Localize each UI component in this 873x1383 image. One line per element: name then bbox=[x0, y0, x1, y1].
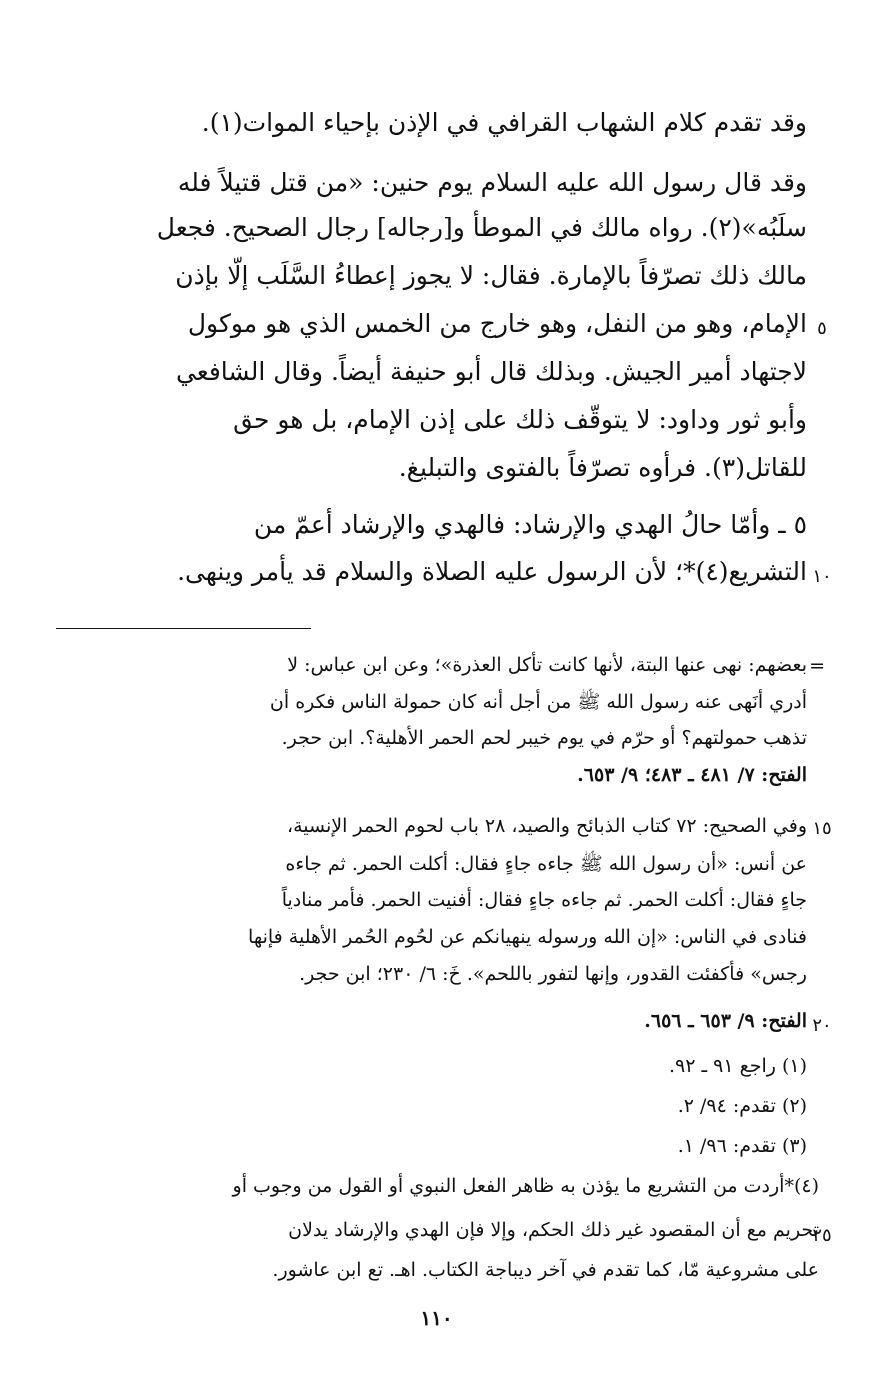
footnote-line-5: وفي الصحيح: ٧٢ كتاب الذبائح والصيد، ٢٨ باب لحوم الحمر الإنسية، bbox=[286, 815, 807, 837]
main-line-9: ٥ ـ وأمّا حالُ الهدي والإرشاد: فالهدي والإرشاد أعمّ من bbox=[253, 510, 807, 539]
footnote-line-1: بعضهم: نهى عنها البتة، لأنها كانت تأكل العذرة»؛ وعن ابن عباس: لا bbox=[287, 654, 807, 676]
main-line-10: التشريع(٤)*؛ لأن الرسول عليه الصلاة والسلام قد يأمر وينهى. bbox=[177, 557, 807, 586]
main-line-3: سلَبُه»(٢). رواه مالك في الموطأ و[رجاله] رجال الصحيح. فجعل bbox=[156, 213, 807, 242]
page-number: ١١٠ bbox=[420, 1306, 453, 1330]
main-line-6: لاجتهاد أمير الجيش. وبذلك قال أبو حنيفة أيضاً. وقال الشافعي bbox=[175, 357, 807, 386]
main-line-4: مالك ذلك تصرّفاً بالإمارة. فقال: لا يجوز إعطاءُ السَّلَب إلّا بإذن bbox=[175, 261, 807, 290]
line-number-15: ١٥ bbox=[812, 818, 832, 839]
footnote-line-7: جاءٍ فقال: أكلت الحمر. ثم جاءه جاءٍ فقال: أفنيت الحمر. فأمر منادياً bbox=[281, 889, 807, 911]
main-line-8: للقاتل(٣). فرأوه تصرّفاً بالفتوى والتبليغ. bbox=[398, 453, 807, 482]
footnote-line-3: تذهب حمولتهم؟ أو حرّم في يوم خيبر لحم الحمر الأهلية؟. ابن حجر. bbox=[281, 727, 807, 749]
footnote-line-10: الفتح: ٩/ ٦٥٣ ـ ٦٥٦. bbox=[644, 1010, 807, 1032]
footnote-separator bbox=[56, 628, 311, 629]
footnote-line-2: أدري أنَهى عنه رسول الله ﷺ من أجل أنه كان حمولة الناس فكره أن bbox=[269, 691, 807, 713]
footnote-3: (٣) تقدم: ٩٦/ ١. bbox=[677, 1135, 807, 1157]
line-number-10: ١٠ bbox=[812, 566, 832, 587]
line-number-5: ٥ bbox=[817, 318, 827, 339]
footnote-line-9: رجس» فأكفئت القدور، وإنها لتفور باللحم». خَ: ٦/ ٢٣٠؛ ابن حجر. bbox=[299, 963, 807, 985]
continuation-mark: = bbox=[809, 655, 825, 677]
footnote-4: (٤)*أردت من التشريع ما يؤذن به ظاهر الفعل النبوي أو القول من وجوب أو bbox=[232, 1175, 819, 1197]
line-number-25: ٢٥ bbox=[812, 1225, 832, 1246]
footnote-4-line-3: على مشروعية مّا، كما تقدم في آخر ديباجة الكتاب. اهـ. تع ابن عاشور. bbox=[272, 1259, 819, 1281]
line-number-20: ٢٠ bbox=[812, 1015, 832, 1036]
main-line-1: وقد تقدم كلام الشهاب القرافي في الإذن بإحياء الموات(١). bbox=[201, 108, 807, 137]
main-line-7: وأبو ثور وداود: لا يتوقّف ذلك على إذن الإمام، بل هو حق bbox=[233, 405, 807, 434]
footnote-line-8: فنادى في الناس: «إن الله ورسوله ينهيانكم عن لحُوم الحُمر الأهلية فإنها bbox=[248, 926, 807, 948]
footnote-line-6: عن أنس: «أن رسول الله ﷺ جاءه جاءٍ فقال: أكلت الحمر. ثم جاءه bbox=[285, 853, 807, 875]
main-line-5: الإمام، وهو من النفل، وهو خارج من الخمس الذي هو موكول bbox=[187, 309, 807, 338]
footnote-1: (١) راجع ٩١ ـ ٩٢. bbox=[669, 1055, 807, 1077]
footnote-line-4: الفتح: ٧/ ٤٨١ ـ ٤٨٣؛ ٩/ ٦٥٣. bbox=[577, 764, 807, 786]
footnote-2: (٢) تقدم: ٩٤/ ٢. bbox=[677, 1095, 807, 1117]
main-line-2: وقد قال رسول الله عليه السلام يوم حنين: «من قتل قتيلاً فله bbox=[177, 168, 807, 197]
footnote-4-line-2: تحريم مع أن المقصود غير ذلك الحكم، وإلا فإن الهدي والإرشاد يدلان bbox=[288, 1219, 819, 1241]
